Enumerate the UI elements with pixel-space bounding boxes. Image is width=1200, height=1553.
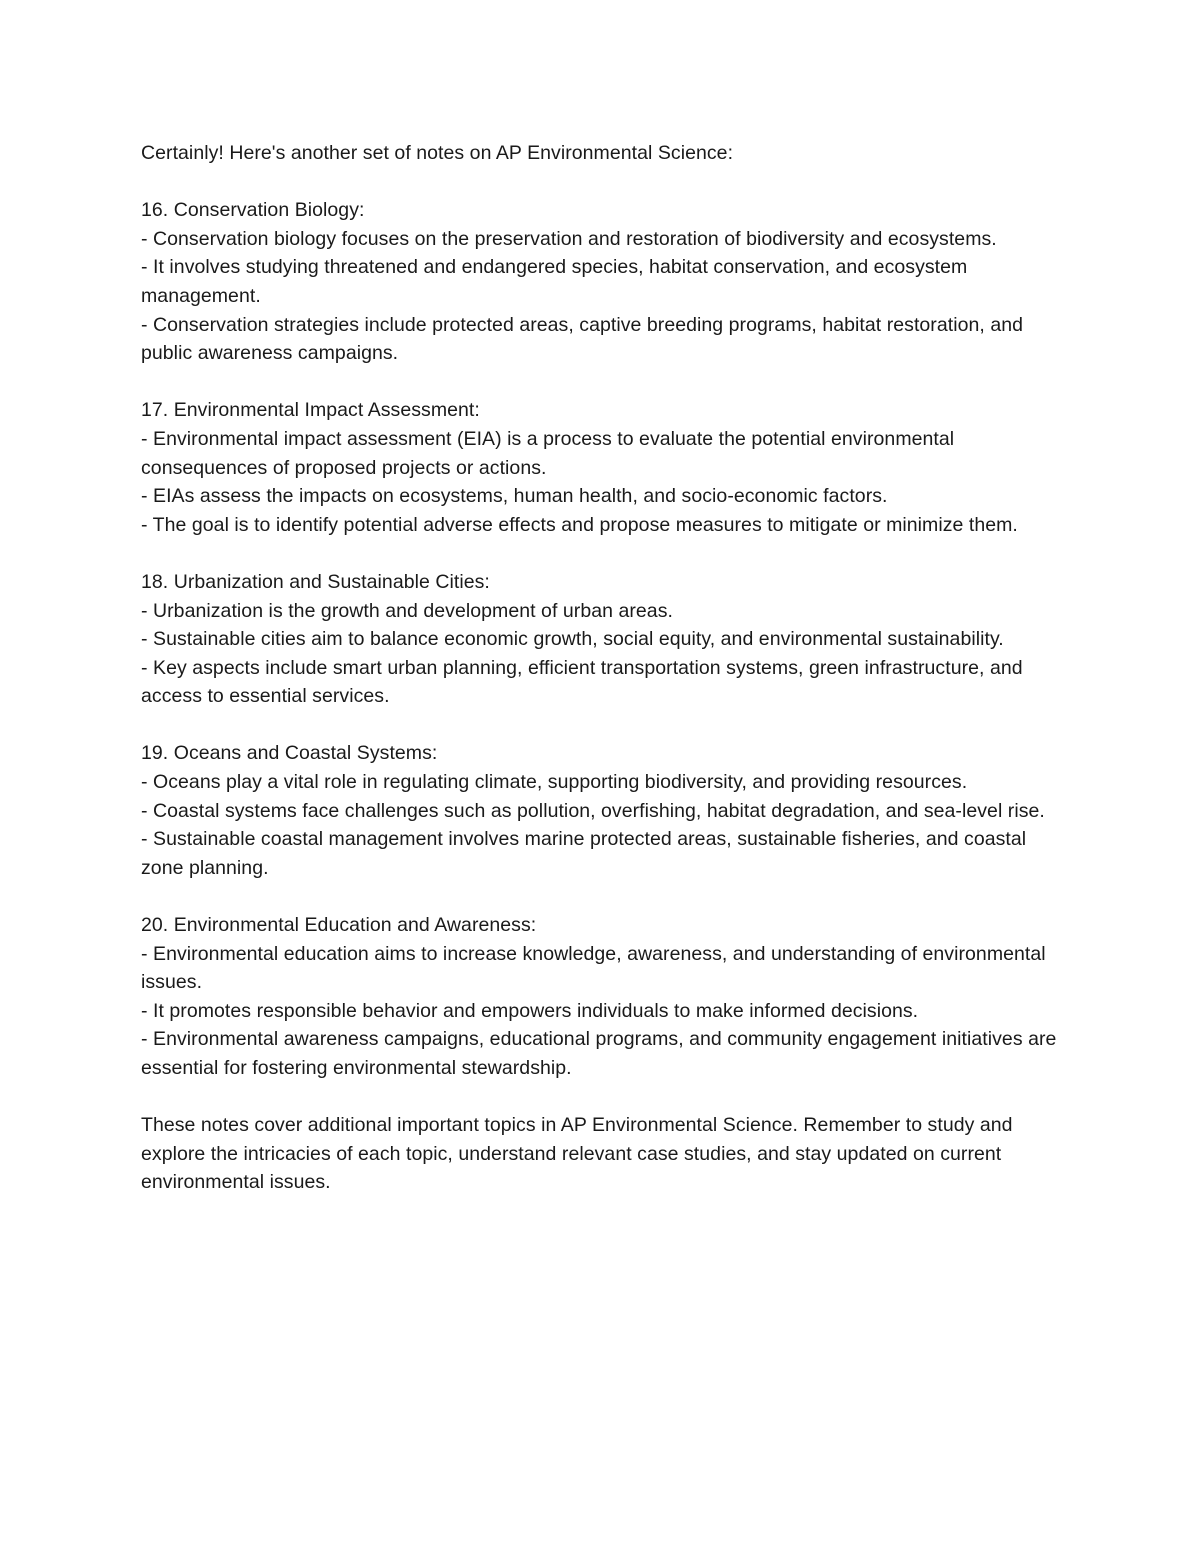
paragraph-spacer: [141, 168, 1061, 197]
bullet-item: - Conservation biology focuses on the preservation and restoration of biodiversity and ecosystems.: [141, 227, 997, 250]
paragraph-spacer: [141, 539, 1061, 568]
section-heading: 17. Environmental Impact Assessment:: [141, 399, 480, 422]
bullet-item: - Environmental education aims to increase knowledge, awareness, and understanding of environmental issues.: [141, 942, 1046, 994]
section-heading: 16. Conservation Biology:: [141, 199, 365, 222]
section-urbanization: [141, 568, 1061, 711]
bullet-item: - Environmental awareness campaigns, educational programs, and community engagement initiatives are essential for fostering environmental stewardship.: [141, 1028, 1057, 1079]
bullet-item: - Conservation strategies include protected areas, captive breeding programs, habitat restoration, and public awareness campaigns.: [141, 313, 1024, 365]
paragraph-spacer: [141, 711, 1061, 740]
bullet-item: - Oceans play a vital role in regulating climate, supporting biodiversity, and providing resources.: [141, 771, 968, 794]
paragraph-spacer: [141, 1083, 1061, 1112]
bullet-item: - Urbanization is the growth and development of urban areas.: [141, 599, 673, 622]
paragraph-spacer: [141, 368, 1061, 397]
paragraph-spacer: [141, 882, 1061, 911]
section-heading: 20. Environmental Education and Awareness:: [141, 914, 537, 937]
section-conservation-biology: [141, 196, 1061, 368]
bullet-item: - Coastal systems face challenges such as pollution, overfishing, habitat degradation, and sea-level rise.: [141, 799, 1045, 822]
section-environmental-impact-assessment: [141, 396, 1061, 539]
intro-text: Certainly! Here's another set of notes on AP Environmental Science:: [141, 142, 734, 164]
bullet-item: - EIAs assess the impacts on ecosystems, human health, and socio-economic factors.: [141, 485, 888, 508]
bullet-item: - Sustainable cities aim to balance economic growth, social equity, and environmental sustainability.: [141, 628, 1004, 651]
section-heading: 18. Urbanization and Sustainable Cities:: [141, 570, 490, 593]
section-oceans-coastal: [141, 739, 1061, 882]
bullet-item: - The goal is to identify potential adverse effects and propose measures to mitigate or minimize them.: [141, 513, 1018, 536]
bullet-item: - Environmental impact assessment (EIA) is a process to evaluate the potential environmental consequences of proposed projects or actions.: [141, 427, 955, 479]
bullet-item: - It promotes responsible behavior and empowers individuals to make informed decisions.: [141, 999, 919, 1022]
section-heading: 19. Oceans and Coastal Systems:: [141, 742, 438, 765]
bullet-item: - Key aspects include smart urban planning, efficient transportation systems, green infrastructure, and access to essential services.: [141, 656, 1023, 708]
bullet-item: - Sustainable coastal management involves marine protected areas, sustainable fisheries, and coastal zone planning.: [141, 828, 1027, 879]
section-environmental-education: [141, 911, 1061, 1083]
document-page: [141, 139, 1061, 1197]
outro-text: These notes cover additional important topics in AP Environmental Science. Remember to study and explore the intricacies of each topic, understand relevant case studies, and stay updated on current environmental issues.: [141, 1114, 1013, 1194]
bullet-item: - It involves studying threatened and endangered species, habitat conservation, and ecosystem management.: [141, 256, 968, 307]
